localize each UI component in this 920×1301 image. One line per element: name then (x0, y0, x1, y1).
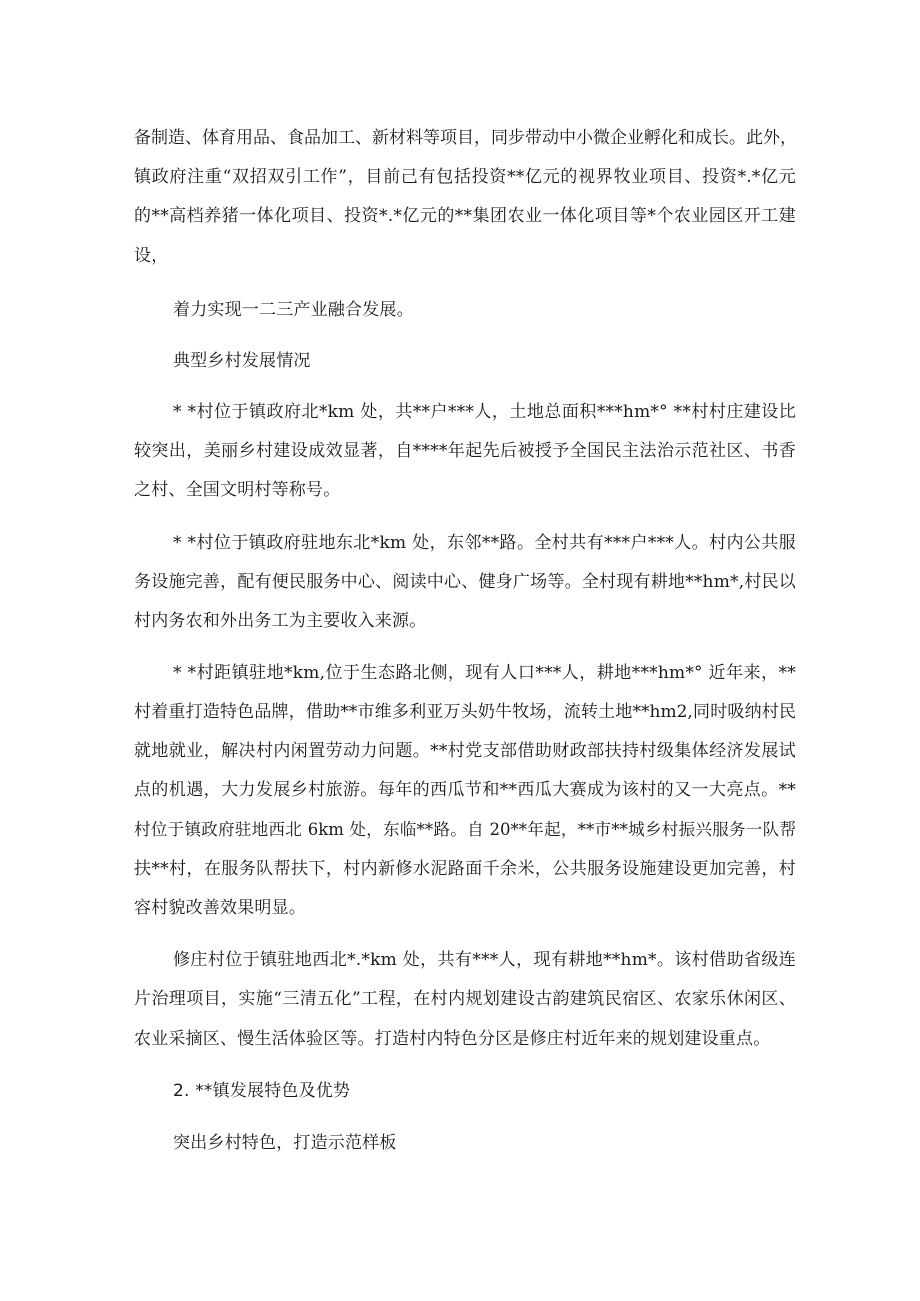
text-line: 扶**村，在服务队帮扶下，村内新修水泥路面千余米，公共服务设施建设更加完善，村 (134, 859, 796, 879)
text-line: 村位于镇政府驻地西北 6km 处，东临**路。自 20**年起，**市**城乡村振兴服务一队帮 (134, 820, 796, 839)
section-subheading: 突出乡村特色，打造示范样板 (173, 1133, 397, 1153)
text-line: 的**高档养猪一体化项目、投资*.*亿元的**集团农业一体化项目等*个农业园区开工建 (134, 206, 796, 226)
text-line: 较突出，美丽乡村建设成效显著，自****年起先后被授予全国民主法治示范社区、书香 (134, 441, 796, 461)
text-line: 修庄村位于镇驻地西北*.*km 处，共有***人，现有耕地**hm*。该村借助省级连 (173, 950, 796, 970)
text-line: 镇政府注重“双招双引工作”，目前己有包括投资**亿元的视界牧业项目、投资*.*亿元 (134, 167, 796, 187)
text-line: 村着重打造特色品牌，借助**市维多利亚万头奶牛牧场，流转土地**hm2,同时吸纳村民 (134, 702, 796, 722)
text-line: 农业采摘区、慢生活体验区等。打造村内特色分区是修庄村近年来的规划建设重点。 (134, 1029, 771, 1049)
text-line: * *村距镇驻地*km,位于生态路北侧，现有人口***人，耕地***hm*° 近年来，** (173, 663, 796, 683)
text-line: 务设施完善，配有便民服务中心、阅读中心、健身广场等。全村现有耕地**hm*,村民以 (134, 572, 796, 592)
section-heading: 2. **镇发展特色及优势 (173, 1081, 351, 1101)
text-line: 就地就业，解决村内闲置劳动力问题。**村党支部借助财政部扶持村级集体经济发展试 (134, 741, 796, 761)
section-subheading: 典型乡村发展情况 (173, 351, 311, 371)
text-line: * *村位于镇政府驻地东北*km 处，东邻**路。全村共有***户***人。村内公共服 (173, 533, 796, 553)
text-line: * *村位于镇政府北*km 处，共**户***人，土地总面积***hm*° **村村庄建设比 (173, 402, 796, 422)
text-line: 着力实现一二三产业融合发展。 (173, 300, 414, 320)
text-line: 备制造、体育用品、食品加工、新材料等项目，同步带动中小微企业孵化和成长。此外， (134, 128, 797, 148)
text-line: 村内务农和外出务工为主要收入来源。 (134, 611, 427, 631)
text-line: 片治理项目，实施“三清五化”工程，在村内规划建设古韵建筑民宿区、农家乐休闲区、 (134, 989, 796, 1009)
text-line: 设， (134, 246, 169, 266)
text-line: 之村、全国文明村等称号。 (134, 480, 341, 500)
text-line: 点的机遇，大力发展乡村旅游。每年的西瓜节和**西瓜大赛成为该村的又一大亮点。** (134, 780, 796, 800)
text-line: 容村貌改善效果明显。 (134, 898, 306, 918)
